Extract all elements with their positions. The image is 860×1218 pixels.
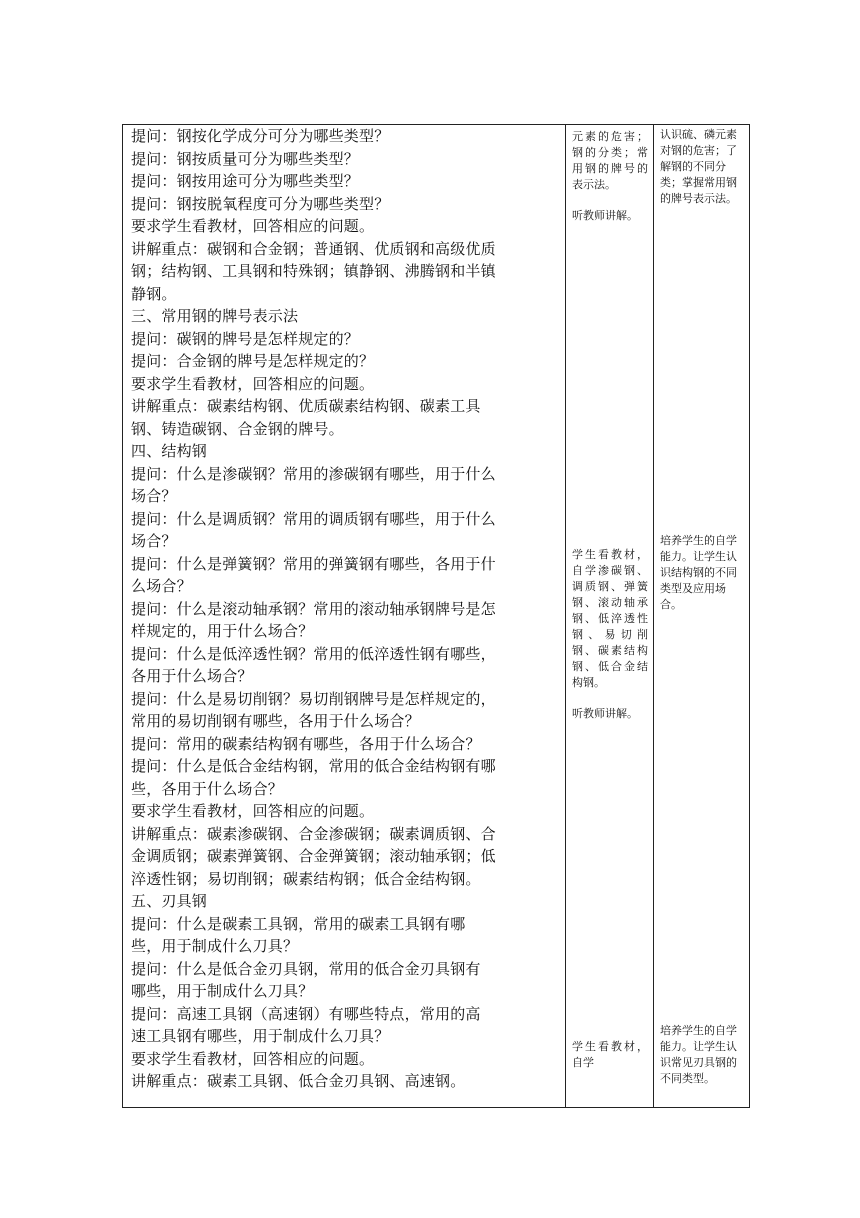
- student-activity-block-3: [572, 1039, 648, 1071]
- content-line: 讲解重点：碳素工具钢、低合金刃具钢、高速钢。: [131, 1072, 466, 1090]
- content-line: 要求学生看教材，回答相应的问题。: [131, 374, 375, 393]
- content-line: 场合？: [131, 487, 177, 505]
- content-line: 要求学生看教材，回答相应的问题。: [131, 802, 375, 820]
- student-activity-text: 听教师讲解。: [572, 209, 638, 222]
- design-intent-text: 培养学生的自学能力。让学生认识结构钢的不同类型及应用场合。: [660, 534, 737, 611]
- content-line: 提问：合金钢的牌号是怎样规定的？: [131, 352, 375, 370]
- content-line: 提问：什么是碳素工具钢，常用的碳素工具钢有哪: [131, 914, 466, 933]
- content-line: 场合？: [131, 532, 177, 550]
- column-divider-1: [565, 125, 566, 1107]
- content-line: 提问：什么是低合金刃具钢，常用的低合金刃具钢有: [131, 959, 481, 978]
- column-divider-2: [653, 125, 654, 1107]
- teaching-content-column: [131, 125, 561, 1093]
- design-intent-text: 培养学生的自学能力。让学生认识常见刃具钢的不同类型。: [660, 1024, 737, 1085]
- content-line: 提问：钢按化学成分可分为哪些类型？: [131, 127, 390, 145]
- content-line: 样规定的，用于什么场合？: [131, 622, 314, 640]
- content-line: 提问：什么是弹簧钢？常用的弹簧钢有哪些，各用于什: [131, 554, 496, 573]
- design-intent-block-2: [660, 533, 744, 613]
- student-activity-block-2: [572, 547, 648, 722]
- content-line: 提问：什么是低合金结构钢，常用的低合金结构钢有哪: [131, 757, 496, 775]
- content-line: 提问：什么是易切削钢？易切削钢牌号是怎样规定的，: [131, 689, 496, 708]
- content-line: 提问：钢按质量可分为哪些类型？: [131, 149, 360, 168]
- design-intent-block-1: [660, 127, 744, 207]
- content-line: 钢；结构钢、工具钢和特殊钢；镇静钢、沸腾钢和半镇: [131, 262, 496, 280]
- student-activity-block-1: [572, 129, 648, 224]
- content-line: 四、结构钢: [131, 442, 208, 460]
- content-line: 静钢。: [131, 284, 177, 303]
- lesson-table: [122, 124, 750, 1108]
- content-line: 么场合？: [131, 577, 192, 595]
- student-activity-text: 听教师讲解。: [572, 707, 638, 720]
- content-line: 三、常用钢的牌号表示法: [131, 307, 299, 325]
- content-line: 提问：钢按脱氧程度可分为哪些类型？: [131, 194, 390, 213]
- content-line: 各用于什么场合？: [131, 667, 253, 685]
- content-line: 讲解重点：碳素结构钢、优质碳素结构钢、碳素工具: [131, 397, 481, 415]
- content-line: 些，用于制成什么刀具？: [131, 937, 299, 955]
- content-line: 些，各用于什么场合？: [131, 779, 284, 798]
- content-line: 提问：什么是调质钢？常用的调质钢有哪些，用于什么: [131, 509, 496, 528]
- content-line: 讲解重点：碳素渗碳钢、合金渗碳钢；碳素调质钢、合: [131, 824, 496, 843]
- design-intent-text: 认识硫、磷元素对钢的危害；了解钢的不同分类；掌握常用钢的牌号表示法。: [660, 128, 737, 205]
- content-line: 提问：什么是滚动轴承钢？常用的滚动轴承钢牌号是怎: [131, 599, 496, 618]
- content-line: 提问：高速工具钢（高速钢）有哪些特点，常用的高: [131, 1004, 481, 1023]
- student-activity-text: 学生看教材，自学渗碳钢、调质钢、弹簧钢、滚动轴承钢、低淬透性钢、易切削钢、碳素结构钢、低合金结构钢。: [572, 548, 648, 689]
- content-line: 五、刃具钢: [131, 892, 208, 910]
- student-activity-text: 学生看教材，自学: [572, 1040, 648, 1069]
- content-line: 讲解重点：碳钢和合金钢；普通钢、优质钢和高级优质: [131, 239, 496, 258]
- content-line: 淬透性钢；易切削钢；碳素结构钢；低合金结构钢。: [131, 869, 481, 888]
- design-intent-block-3: [660, 1023, 744, 1087]
- content-line: 钢、铸造碳钢、合金钢的牌号。: [131, 419, 344, 438]
- student-activity-text: 元素的危害；钢的分类；常用钢的牌号的表示法。: [572, 130, 648, 191]
- content-line: 提问：碳钢的牌号是怎样规定的？: [131, 329, 360, 348]
- content-line: 哪些，用于制成什么刀具？: [131, 982, 314, 1000]
- content-line: 提问：什么是渗碳钢？常用的渗碳钢有哪些，用于什么: [131, 464, 496, 483]
- content-line: 速工具钢有哪些，用于制成什么刀具？: [131, 1027, 390, 1045]
- content-line: 金调质钢；碳素弹簧钢、合金弹簧钢；滚动轴承钢；低: [131, 847, 496, 865]
- content-line: 要求学生看教材，回答相应的问题。: [131, 217, 375, 235]
- content-line: 提问：钢按用途可分为哪些类型？: [131, 172, 360, 190]
- content-line: 常用的易切削钢有哪些，各用于什么场合？: [131, 712, 420, 730]
- content-line: 提问：常用的碳素结构钢有哪些，各用于什么场合？: [131, 734, 481, 753]
- content-line: 提问：什么是低淬透性钢？常用的低淬透性钢有哪些，: [131, 644, 496, 663]
- content-line: 要求学生看教材，回答相应的问题。: [131, 1049, 375, 1068]
